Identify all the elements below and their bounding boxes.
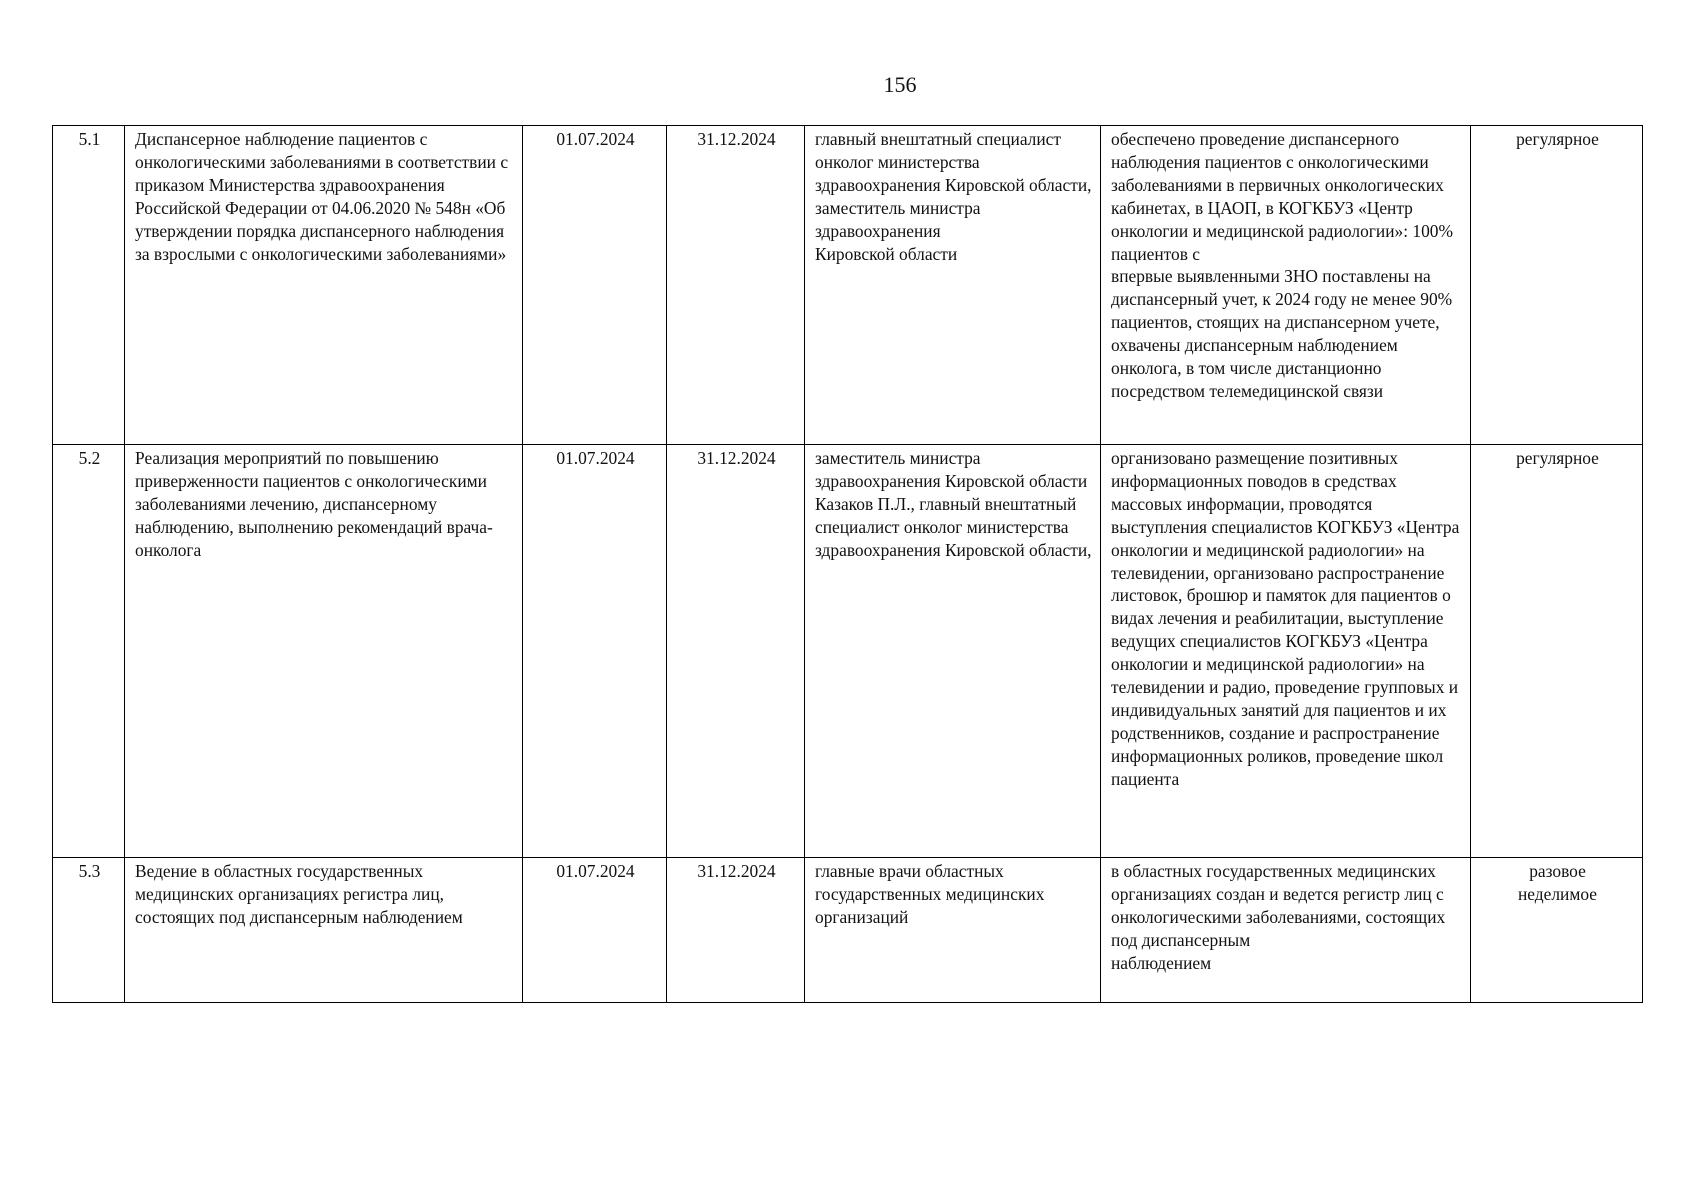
start-date: 01.07.2024 xyxy=(523,858,667,1003)
row-number: 5.1 xyxy=(53,126,125,445)
end-date: 31.12.2024 xyxy=(667,858,805,1003)
type-text: разовое неделимое xyxy=(1518,861,1597,904)
responsible-text: главный внештатный специалист онколог министерства здравоохранения Кировской области, заместитель министра здравоохранения Кировской области xyxy=(815,129,1092,264)
responsible-cell xyxy=(805,445,1101,858)
activity-text: Ведение в областных государственных медицинских организациях регистра лиц, состоящих под диспансерным наблюдением xyxy=(135,861,463,927)
type-cell xyxy=(1471,858,1643,1003)
table-row xyxy=(53,445,1643,858)
row-number: 5.3 xyxy=(53,858,125,1003)
activity-cell xyxy=(125,445,523,858)
start-date: 01.07.2024 xyxy=(523,126,667,445)
end-date: 31.12.2024 xyxy=(667,445,805,858)
result-text: обеспечено проведение диспансерного наблюдения пациентов с онкологическими заболеваниями в первичных онкологических кабинетах, в ЦАОП, в КОГКБУЗ «Центр онкологии и медицинской радиологии»: 100% пациентов с впервые выявленными ЗНО поставлены на диспансерный учет, к 2024 году не менее 90% пациентов, стоящих на диспансерном учете, охвачены диспансерным наблюдением онколога, в том числе дистанционно посредством телемедицинской связи xyxy=(1111,129,1453,401)
responsible-text: главные врачи областных государственных медицинских организаций xyxy=(815,861,1045,927)
result-cell xyxy=(1101,858,1471,1003)
activity-text: Диспансерное наблюдение пациентов с онкологическими заболеваниями в соответствии с приказом Министерства здравоохранения Российской Федерации от 04.06.2020 № 548н «Об утверждении порядка диспансерного наблюдения за взрослыми с онкологическими заболеваниями» xyxy=(135,129,509,264)
result-text: организовано размещение позитивных информационных поводов в средствах массовых информации, проводятся выступления специалистов КОГКБУЗ «Центра онкологии и медицинской радиологии» на телевидении, организовано распространение листовок, брошюр и памяток для пациентов о видах лечения и реабилитации, выступление ведущих специалистов КОГКБУЗ «Центра онкологии и медицинской радиологии» на телевидении и радио, проведение групповых и индивидуальных занятий для пациентов и их родственников, создание и распространение информационных роликов, проведение школ пациента xyxy=(1111,448,1460,789)
activity-text: Реализация мероприятий по повышению приверженности пациентов с онкологическими заболеваниями лечению, диспансерному наблюдению, выполнению рекомендаций врача- онколога xyxy=(135,448,493,560)
responsible-text: заместитель министра здравоохранения Кировской области Казаков П.Л., главный внештатный специалист онколог министерства здравоохранения Кировской области, xyxy=(815,448,1092,560)
responsible-cell xyxy=(805,126,1101,445)
activity-cell xyxy=(125,126,523,445)
activity-cell xyxy=(125,858,523,1003)
table-row xyxy=(53,126,1643,445)
type-text: регулярное xyxy=(1516,129,1599,149)
row-number: 5.2 xyxy=(53,445,125,858)
type-text: регулярное xyxy=(1516,448,1599,468)
result-cell xyxy=(1101,126,1471,445)
activities-table xyxy=(52,125,1643,1003)
start-date: 01.07.2024 xyxy=(523,445,667,858)
end-date: 31.12.2024 xyxy=(667,126,805,445)
responsible-cell xyxy=(805,858,1101,1003)
type-cell xyxy=(1471,445,1643,858)
result-text: в областных государственных медицинских организациях создан и ведется регистр лиц с онкологическими заболеваниями, состоящих под диспансерным наблюдением xyxy=(1111,861,1446,973)
table-row xyxy=(53,858,1643,1003)
type-cell xyxy=(1471,126,1643,445)
result-cell xyxy=(1101,445,1471,858)
page-number: 156 xyxy=(883,72,917,97)
